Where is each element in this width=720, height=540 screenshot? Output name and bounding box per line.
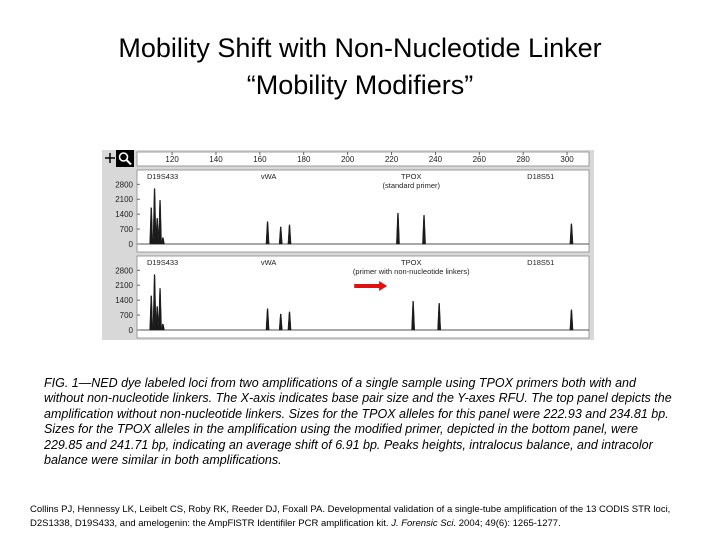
electropherogram-figure <box>102 150 594 340</box>
y-tick-label: 0 <box>128 240 133 249</box>
y-tick-label: 2100 <box>115 195 133 205</box>
y-tick-label: 2100 <box>115 281 133 291</box>
x-tick-label: 280 <box>516 155 530 164</box>
x-tick-label: 120 <box>165 155 179 164</box>
locus-label: vWA <box>260 172 277 181</box>
x-tick-label: 160 <box>253 155 267 164</box>
locus-label: D19S433 <box>146 172 179 181</box>
locus-label: D18S51 <box>527 258 555 267</box>
x-tick-label: 260 <box>472 155 486 164</box>
slide-title <box>0 30 720 104</box>
x-tick-label: 140 <box>209 155 223 164</box>
x-tick-label: 300 <box>560 155 574 164</box>
figure-caption: FIG. 1—NED dye labeled loci from two amplifications of a single sample using TPOX primers both with and without non-nucleotide linkers. The X-axis indicates base pair size and the Y-axes RFU. The top panel depicts the amplification without non-nucleotide linkers. Sizes for the TPOX alleles for this panel were 222.93 and 234.81 bp. Sizes for the TPOX alleles in the amplification using the modified primer, depicted in the bottom panel, were 229.85 and 241.71 bp, indicating an average shift of 6.91 bp. Peaks heights, intralocus balance, and intracolor balance were similar in both amplifications. <box>44 376 672 468</box>
magnifier-icon[interactable] <box>116 150 134 167</box>
panel-frame <box>137 170 589 252</box>
y-tick-label: 0 <box>128 326 133 335</box>
slide-title-line2: “Mobility Modifiers” <box>246 70 474 100</box>
citation-journal: J. Forensic Sci. <box>391 517 457 529</box>
x-tick-label: 200 <box>340 155 355 164</box>
locus-label: TPOX <box>401 172 422 181</box>
locus-sublabel: (primer with non-nucleotide linkers) <box>352 267 470 276</box>
x-tick-label: 220 <box>384 155 399 164</box>
x-axis <box>137 152 589 166</box>
locus-label: D18S51 <box>527 172 555 181</box>
citation <box>30 503 700 530</box>
locus-label: D19S433 <box>146 258 179 267</box>
x-tick-label: 180 <box>297 155 311 164</box>
y-tick-label: 1400 <box>115 210 133 220</box>
locus-label: vWA <box>260 258 277 267</box>
y-tick-label: 2800 <box>115 266 133 276</box>
y-tick-label: 1400 <box>115 296 133 306</box>
panel-bottom <box>115 256 589 338</box>
y-tick-label: 700 <box>119 225 133 235</box>
locus-label: TPOX <box>401 258 422 267</box>
citation-details: 2004; 49(6): 1265-1277. <box>458 517 561 529</box>
slide-title-line1: Mobility Shift with Non-Nucleotide Linker <box>118 33 602 63</box>
panel-top <box>115 170 589 252</box>
x-tick-label: 240 <box>428 155 443 164</box>
y-tick-label: 700 <box>119 311 133 321</box>
y-tick-label: 2800 <box>115 180 133 190</box>
citation-authors: Collins PJ, Hennessy LK, Leibelt CS, Roby RK, Reeder DJ, Foxall PA. Developmental validation of a single-tube amplification of the 13 CODIS STR loci, D2S1338, D19S433, and amelogenin: the AmpFlSTR Identifiler PCR amplification kit. <box>30 504 671 529</box>
locus-sublabel: (standard primer) <box>382 181 441 190</box>
